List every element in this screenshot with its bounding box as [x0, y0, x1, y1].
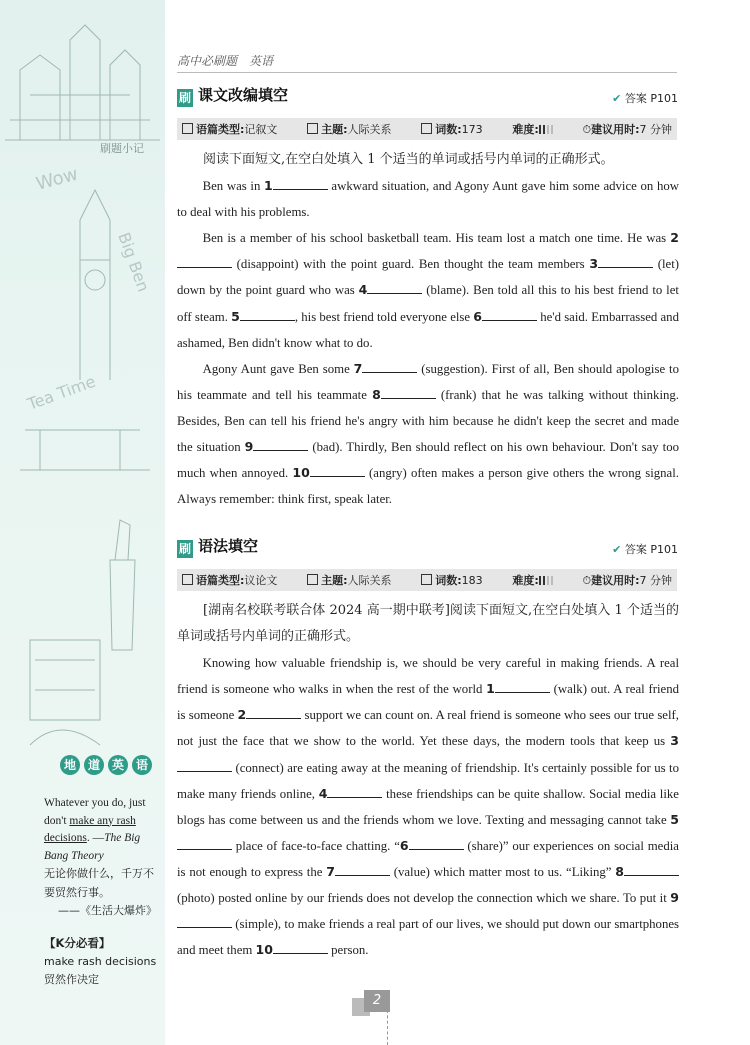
answer-blank: [624, 863, 679, 876]
blank-number: 10: [255, 942, 273, 958]
answer-blank: [253, 438, 308, 451]
k-must-see: [44, 935, 162, 989]
passage-text: (frank) that he was talking without thinking. Besides, Ben can tell his friend he's angry with him because he didn't keep the secret and made the situation: [177, 387, 679, 455]
passage-text: (simple), to make friends a real part of our lives, we should put down our smartphones and meet them: [177, 917, 679, 958]
passage-text: (let) down by the point guard who was: [177, 257, 680, 298]
sidebar: [0, 0, 165, 1045]
sidebar-banner: 刷题小记: [100, 142, 144, 155]
doodle-wow: Wow: [33, 163, 81, 195]
info-theme: [307, 121, 391, 137]
answer-blank: [409, 837, 464, 850]
theme-icon: [307, 123, 318, 134]
page-number: 2: [364, 990, 390, 1012]
type-value: 记叙文: [244, 123, 278, 136]
blank-number: 2: [670, 230, 679, 246]
difficulty-label: 难度:: [512, 123, 539, 136]
info-time: [583, 572, 673, 588]
words-value: 173: [461, 123, 483, 136]
quote-underlined: make any rash decisions: [44, 814, 136, 844]
section2-answer: [612, 541, 678, 557]
quote-text: Whatever you do, just don't: [44, 797, 146, 827]
section2-para1: [177, 650, 679, 963]
blank-number: 5: [231, 308, 240, 324]
theme-icon: [307, 574, 318, 585]
words-value: 183: [461, 574, 483, 587]
section2-answer-text: 答案 P101: [624, 543, 678, 556]
check-icon: ✔: [612, 92, 622, 105]
type-icon: [182, 123, 193, 134]
blank-number: 1: [264, 178, 273, 194]
quote-translation: 无论你做什么，千万不要贸然行事。: [44, 867, 154, 899]
section1-instruction: 阅读下面短文,在空白处填入 1 个适当的单词或括号内单词的正确形式。: [203, 152, 614, 167]
page-dashed-line: [387, 1010, 389, 1045]
difficulty-bars-icon: [539, 125, 553, 134]
answer-blank: [273, 177, 328, 190]
blank-number: 7: [326, 863, 335, 879]
section1-answer-text: 答案 P101: [624, 92, 678, 105]
passage-text: these friendships can be quite shallow. Social media like blogs has come between us and the friends whom we love. Texting and messaging cannot take: [177, 786, 679, 827]
k-phrase: make rash decisions 贸然作决定: [44, 955, 157, 986]
theme-value: 人际关系: [347, 574, 392, 587]
blank-number: 9: [244, 439, 254, 455]
info-difficulty: [512, 121, 552, 137]
type-label: 语篇类型:: [196, 123, 245, 136]
type-value: 议论文: [244, 574, 278, 587]
answer-blank: [177, 837, 232, 850]
section1-info-bar: [177, 118, 677, 140]
passage-text: (angry) often makes a person give others the wrong signal. Always remember: think first, speak later.: [177, 466, 679, 507]
passage-text: (connect) are eating away at the meaning of friendship. It's certainly possible for us to make many friends online,: [177, 760, 679, 801]
bubble-char-2: 道: [84, 755, 104, 775]
difficulty-label: 难度:: [512, 574, 539, 587]
type-label: 语篇类型:: [196, 574, 245, 587]
info-words: [421, 121, 482, 137]
passage-text: (suggestion). First of all, Ben should apologise to his teammate and tell his teammate: [177, 361, 679, 402]
info-time: [583, 121, 673, 137]
words-icon: [421, 123, 432, 134]
answer-blank: [335, 863, 390, 876]
section1-title: [177, 84, 288, 107]
section1-para1: [177, 173, 679, 225]
blank-number: 10: [292, 465, 310, 481]
answer-blank: [273, 941, 328, 954]
theme-label: 主题:: [321, 123, 348, 136]
section2-marker: 刷: [178, 542, 191, 556]
difficulty-bars-icon: [539, 576, 553, 585]
answer-blank: [495, 680, 550, 693]
words-label: 词数:: [435, 123, 462, 136]
passage-text: Agony Aunt gave Ben some: [202, 361, 354, 376]
doodle-big-ben: Big Ben: [114, 229, 154, 295]
translation-source: ——《生活大爆炸》: [58, 904, 157, 917]
book-title: 高中必刷题 英语: [177, 54, 274, 68]
section2-info-bar: [177, 569, 677, 591]
answer-blank: [310, 464, 365, 477]
info-type: [182, 572, 277, 588]
answer-blank: [177, 915, 232, 928]
passage-text: (walk) out. A real friend is someone: [177, 682, 679, 723]
blank-number: 2: [237, 707, 247, 723]
answer-blank: [362, 360, 417, 373]
answer-blank: [240, 308, 295, 321]
blank-number: 8: [615, 863, 624, 879]
answer-blank: [482, 308, 537, 321]
blank-number: 5: [670, 811, 679, 827]
info-type: [182, 121, 277, 137]
answer-blank: [381, 386, 436, 399]
blank-number: 9: [670, 890, 679, 906]
theme-label: 主题:: [321, 574, 348, 587]
bubble-char-1: 地: [60, 755, 80, 775]
passage-text: (bad). Thirdly, Ben should reflect on his own behaviour. Don't say too much when annoyed.: [177, 440, 679, 481]
blank-number: 4: [318, 785, 328, 801]
blank-number: 8: [372, 386, 381, 402]
time-label: 建议用时:: [591, 574, 640, 587]
info-theme: [307, 572, 391, 588]
check-icon: ✔: [612, 543, 622, 556]
passage-text: (disappoint) with the point guard. Ben thought the team members: [232, 257, 590, 272]
k-title: 【K分必看】: [44, 936, 111, 950]
info-words: [421, 572, 482, 588]
blank-number: 6: [399, 837, 409, 853]
section1-passage: [177, 147, 679, 512]
words-label: 词数:: [435, 574, 462, 587]
passage-text: Ben is a member of his school basketball team. His team lost a match one time. He was: [202, 231, 671, 246]
passage-text: place of face-to-face chatting. “: [232, 838, 400, 853]
answer-blank: [177, 255, 232, 268]
passage-text: (value) which matter most to us. “Liking”: [389, 864, 616, 879]
passage-text: person.: [327, 943, 369, 958]
passage-text: Knowing how valuable friendship is, we should be very careful in making friends. A real friend is someone who walks in when the rest of the world: [177, 656, 679, 697]
time-label: 建议用时:: [591, 123, 640, 136]
blank-number: 3: [589, 256, 599, 272]
answer-blank: [246, 706, 301, 719]
blank-number: 4: [358, 282, 368, 298]
bubble-char-4: 语: [132, 755, 152, 775]
section1-marker: 刷: [178, 91, 191, 105]
time-value: 7 分钟: [639, 574, 672, 587]
passage-text: awkward situation, and Agony Aunt gave him some advice on how to deal with his problems.: [177, 179, 679, 220]
page-number-box: [352, 990, 398, 1020]
header-divider: [177, 72, 677, 73]
authentic-english-quote: [44, 795, 162, 921]
blank-number: 1: [486, 681, 495, 697]
section1-para2: [177, 225, 679, 355]
clock-icon: ⏱: [582, 574, 592, 587]
bubble-char-3: 英: [108, 755, 128, 775]
section2-instruction: [湖南名校联考联合体 2024 高一期中联考]阅读下面短文,在空白处填入 1 个适当的单词或括号内单词的正确形式。: [177, 603, 679, 645]
section2-passage: [177, 598, 679, 963]
quote-source: The Big Bang Theory: [44, 832, 141, 862]
blank-number: 3: [670, 733, 679, 749]
section2-title-text: 语法填空: [198, 537, 259, 555]
blank-number: 7: [353, 360, 363, 376]
info-difficulty: [512, 572, 552, 588]
answer-blank: [598, 255, 653, 268]
passage-text: (blame). Ben told all this to his best friend to let off steam.: [177, 283, 679, 324]
theme-value: 人际关系: [347, 123, 392, 136]
type-icon: [182, 574, 193, 585]
answer-blank: [177, 759, 232, 772]
section1-para3: [177, 356, 679, 513]
blank-number: 6: [473, 308, 482, 324]
passage-text: (share)” our experiences on social media is not enough to express the: [177, 838, 679, 879]
passage-text: support we can count on. A real friend is someone who sees our true self, not just the face that we show to the world. Yet these days, the modern tools that keep us: [177, 708, 679, 749]
section2-title: [177, 535, 258, 558]
clock-icon: ⏱: [582, 123, 592, 136]
passage-text: he'd said. Embarrassed and ashamed, Ben didn't know what to do.: [177, 309, 679, 350]
quote-dash: . —: [86, 832, 105, 844]
passage-text: , his best friend told everyone else: [294, 309, 474, 324]
section1-title-text: 课文改编填空: [198, 86, 289, 104]
answer-blank: [367, 281, 422, 294]
passage-text: Ben was in: [202, 179, 265, 194]
doodle-tea-time: Tea Time: [24, 371, 99, 414]
passage-text: (photo) posted online by our friends does not develop the connection which we share. To put it: [177, 891, 671, 906]
answer-blank: [327, 785, 382, 798]
time-value: 7 分钟: [639, 123, 672, 136]
section1-answer: [612, 90, 678, 106]
words-icon: [421, 574, 432, 585]
